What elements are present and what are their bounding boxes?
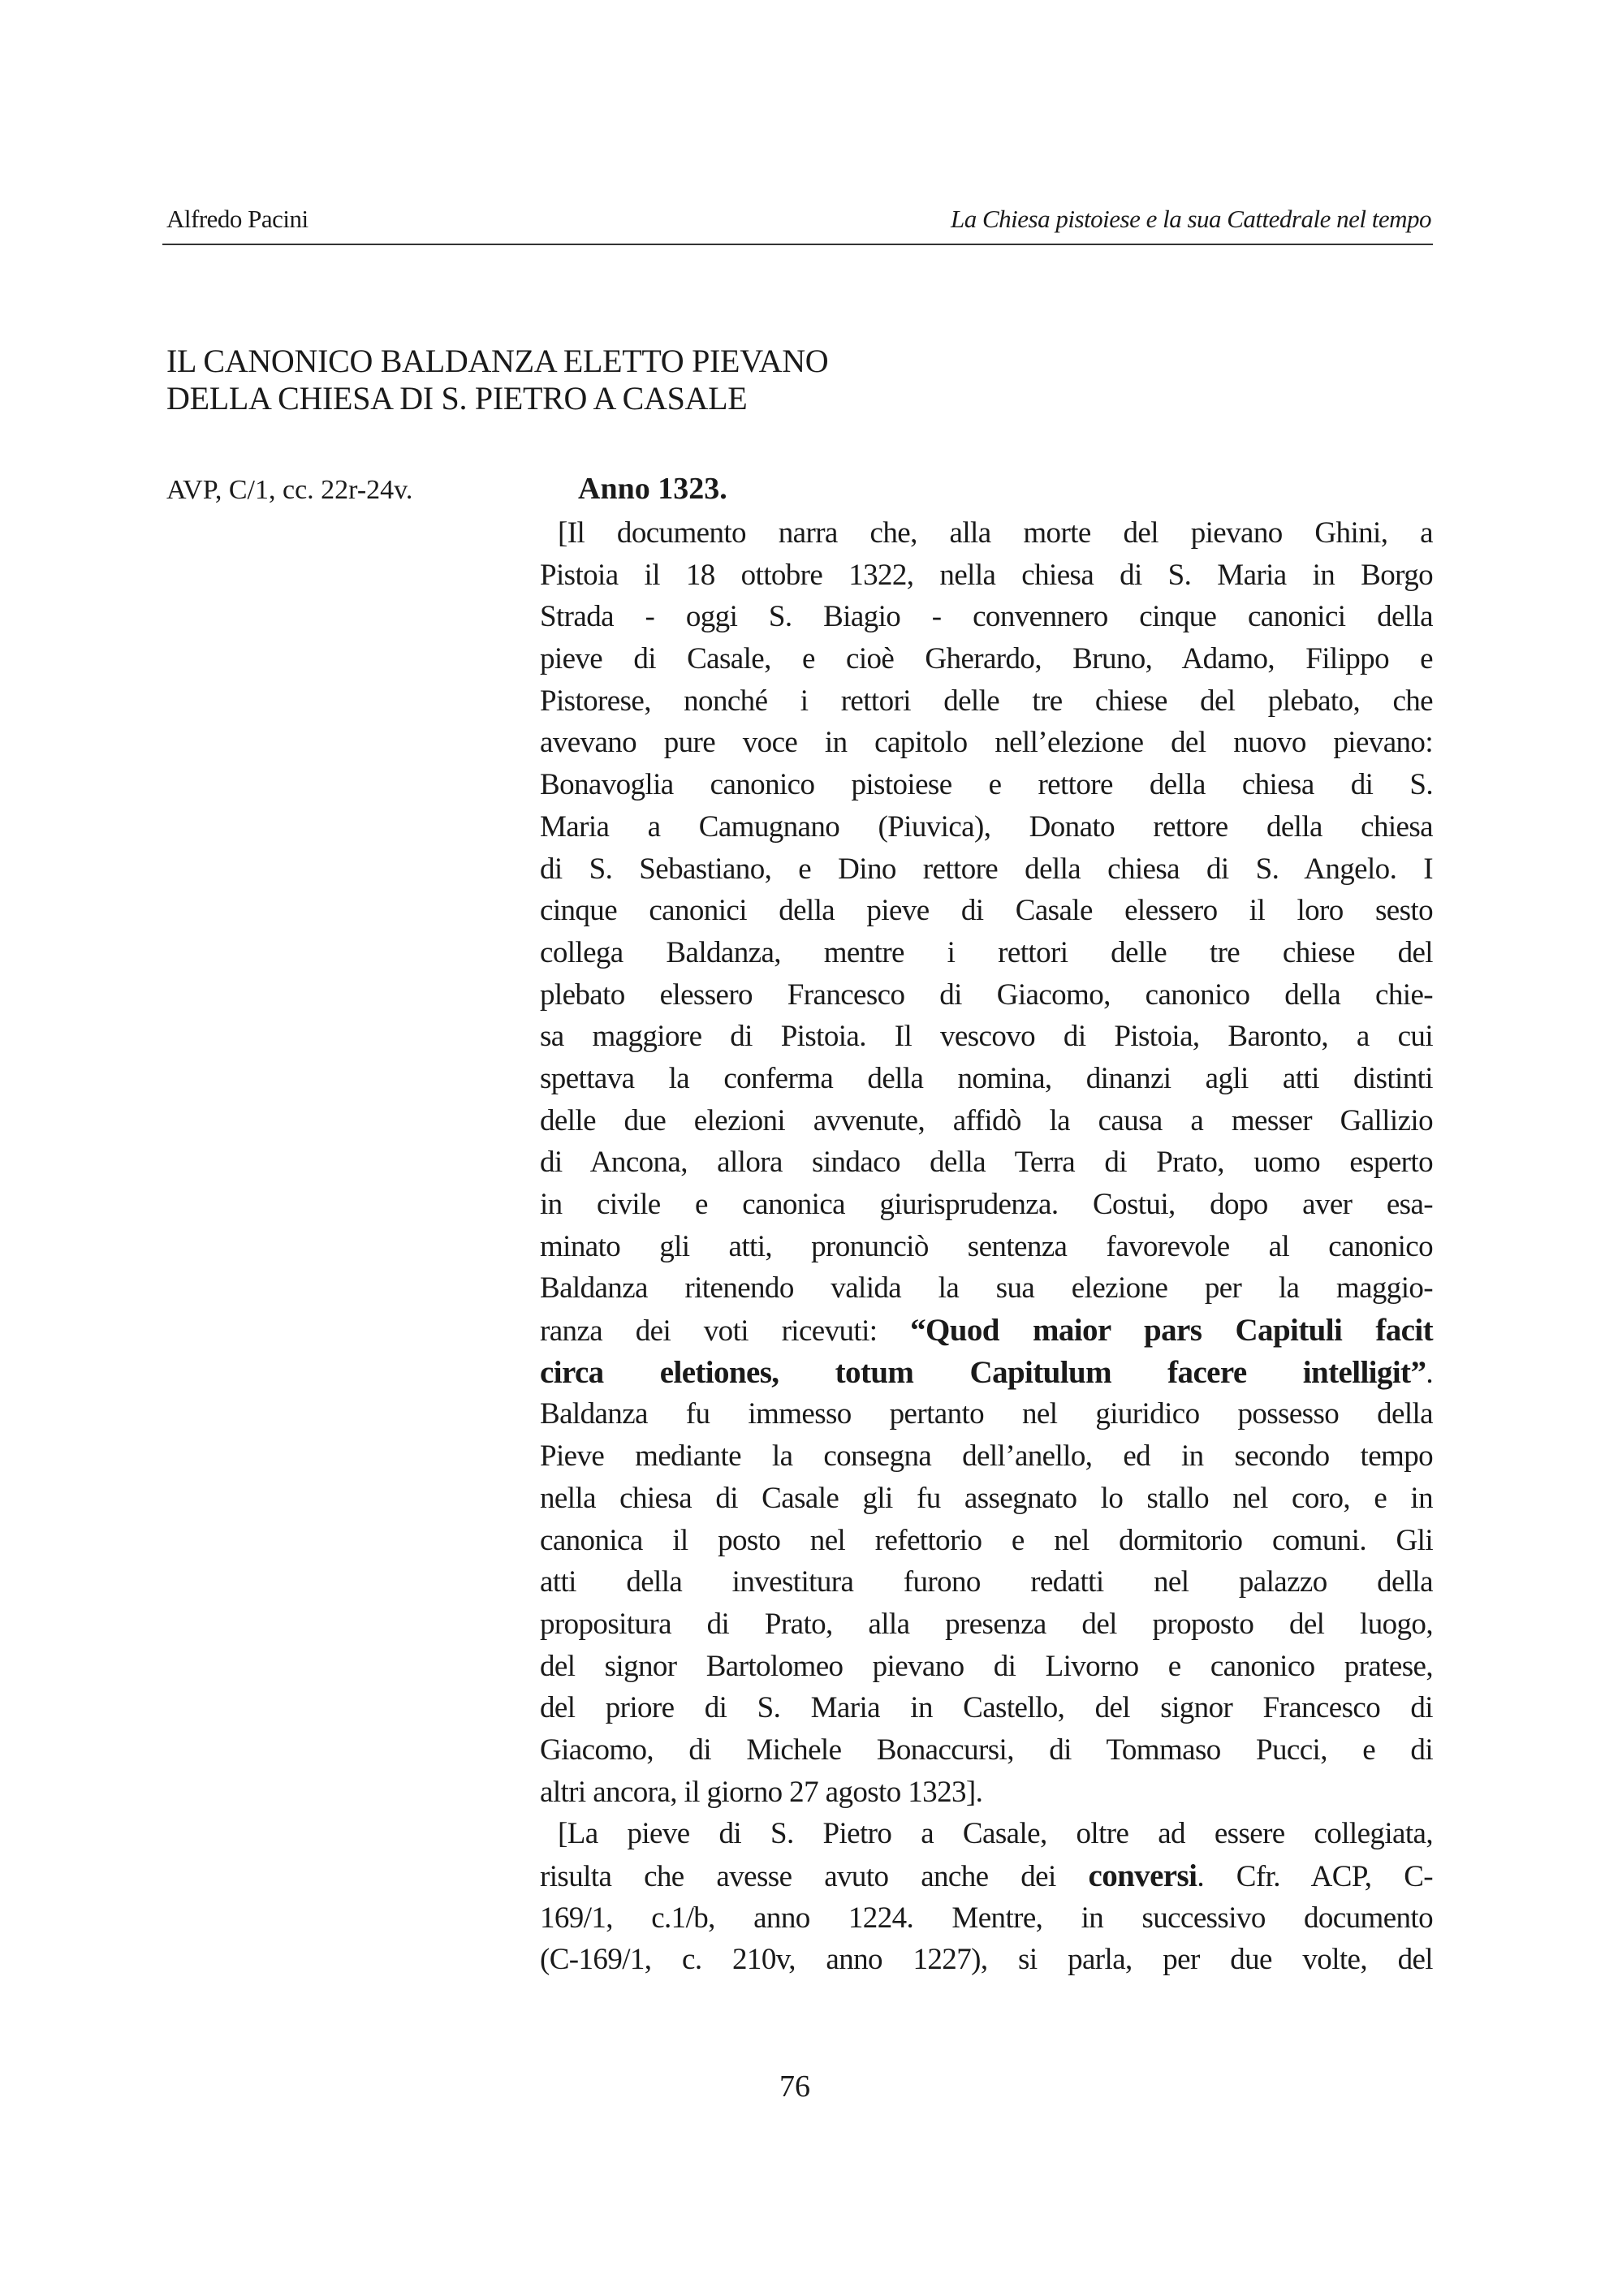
page-number: 76 xyxy=(779,2069,810,2104)
text-line xyxy=(540,1435,1433,1478)
text-segment: avevano pure voce in capitolo nell’elezione del nuovo pievano: xyxy=(540,726,1433,760)
text-line xyxy=(540,974,1433,1016)
text-segment: in civile e canonica giurisprudenza. Costui, dopo aver esa- xyxy=(540,1188,1433,1221)
text-line xyxy=(540,596,1433,638)
text-segment: 169/1, c.1/b, anno 1224. Mentre, in successivo documento xyxy=(540,1901,1433,1935)
archival-source: AVP, C/1, cc. 22r-24v. xyxy=(166,475,413,505)
text-segment: del signor Bartolomeo pievano di Livorno e canonico pratese, xyxy=(540,1649,1433,1683)
running-header-book-title: La Chiesa pistoiese e la sua Cattedrale nel tempo xyxy=(950,205,1431,233)
text-segment: di Ancona, allora sindaco della Terra di Prato, uomo esperto xyxy=(540,1146,1433,1180)
chapter-title-line: DELLA CHIESA DI S. PIETRO A CASALE xyxy=(166,380,748,416)
text-segment: ranza dei voti ricevuti: xyxy=(540,1314,911,1349)
text-segment: Bonavoglia canonico pistoiese e rettore della chiesa di S. xyxy=(540,768,1433,802)
text-segment: nella chiesa di Casale gli fu assegnato lo stallo nel coro, e in xyxy=(540,1481,1433,1515)
text-segment: spettava la conferma della nomina, dinanzi agli atti distinti xyxy=(540,1061,1433,1095)
text-line xyxy=(540,1855,1433,1897)
text-line xyxy=(540,1813,1433,1855)
text-segment: Pieve mediante la consegna dell’anello, ed in secondo tempo xyxy=(540,1439,1433,1474)
text-line xyxy=(540,1100,1433,1142)
text-segment: atti della investitura furono redatti nel palazzo della xyxy=(540,1565,1433,1599)
text-line xyxy=(540,1267,1433,1310)
text-segment: cinque canonici della pieve di Casale elessero il loro sesto xyxy=(540,894,1433,928)
text-line xyxy=(540,1646,1433,1688)
text-segment: [Il documento narra che, alla morte del pievano Ghini, a xyxy=(558,516,1433,550)
text-line xyxy=(540,638,1433,680)
bold-text: circa eletiones, totum Capitulum facere intelligit” xyxy=(540,1354,1426,1390)
text-segment: plebato elessero Francesco di Giacomo, canonico della chie- xyxy=(540,978,1433,1012)
text-line xyxy=(540,1058,1433,1100)
running-header-author: Alfredo Pacini xyxy=(166,205,308,233)
text-segment: di S. Sebastiano, e Dino rettore della chiesa di S. Angelo. I xyxy=(540,852,1433,886)
bold-text: conversi xyxy=(1088,1858,1197,1893)
text-line xyxy=(540,1142,1433,1184)
text-segment: (C-169/1, c. 210v, anno 1227), si parla, per due volte, del xyxy=(540,1943,1433,1977)
text-line xyxy=(540,1729,1433,1772)
text-segment: altri ancora, il giorno 27 agosto 1323]. xyxy=(540,1775,983,1809)
text-line xyxy=(540,1772,1433,1814)
text-line xyxy=(540,1016,1433,1058)
text-line xyxy=(540,1352,1433,1394)
text-segment: propositura di Prato, alla presenza del proposto del luogo, xyxy=(540,1607,1433,1641)
text-segment: Strada - oggi S. Biagio - convennero cinque canonici della xyxy=(540,600,1433,634)
text-segment: Baldanza fu immesso pertanto nel giuridico possesso della xyxy=(540,1397,1433,1431)
text-line xyxy=(540,1603,1433,1646)
text-segment: delle due elezioni avvenute, affidò la causa a messer Gallizio xyxy=(540,1103,1433,1137)
text-line xyxy=(540,1939,1433,1981)
text-segment: risulta che avesse avuto anche dei xyxy=(540,1860,1089,1893)
header-rule xyxy=(162,244,1433,245)
text-segment: Maria a Camugnano (Piuvica), Donato rettore della chiesa xyxy=(540,809,1433,844)
text-segment: collega Baldanza, mentre i rettori delle tre chiese del xyxy=(540,935,1433,969)
text-segment: canonica il posto nel refettorio e nel dormitorio comuni. Gli xyxy=(540,1523,1433,1557)
chapter-title xyxy=(166,343,828,417)
text-line xyxy=(540,932,1433,974)
text-line xyxy=(540,1520,1433,1562)
text-line xyxy=(540,680,1433,723)
text-line xyxy=(540,1478,1433,1520)
text-line xyxy=(540,555,1433,597)
text-segment: Pistoia il 18 ottobre 1322, nella chiesa di S. Maria in Borgo xyxy=(540,558,1433,592)
text-segment: minato gli atti, pronunciò sentenza favorevole al canonico xyxy=(540,1229,1433,1263)
text-line xyxy=(540,512,1433,555)
text-line xyxy=(540,764,1433,806)
text-segment: . Cfr. ACP, C- xyxy=(1197,1860,1433,1893)
text-line xyxy=(540,848,1433,891)
text-line xyxy=(540,722,1433,764)
text-line xyxy=(540,1226,1433,1268)
text-line xyxy=(540,806,1433,848)
text-segment: del priore di S. Maria in Castello, del signor Francesco di xyxy=(540,1691,1433,1725)
text-line xyxy=(540,1184,1433,1226)
text-line xyxy=(540,1897,1433,1940)
text-segment: sa maggiore di Pistoia. Il vescovo di Pistoia, Baronto, a cui xyxy=(540,1020,1433,1054)
text-line xyxy=(540,1687,1433,1729)
text-line xyxy=(540,1310,1433,1352)
text-segment: Baldanza ritenendo valida la sua elezione per la maggio- xyxy=(540,1271,1433,1306)
text-segment: Giacomo, di Michele Bonaccursi, di Tommaso Pucci, e di xyxy=(540,1733,1433,1767)
body-text xyxy=(540,512,1433,1981)
text-line xyxy=(540,1393,1433,1435)
text-segment: . xyxy=(1426,1356,1433,1390)
year-heading: Anno 1323. xyxy=(578,472,727,506)
text-segment: pieve di Casale, e cioè Gherardo, Bruno, Adamo, Filippo e xyxy=(540,642,1433,676)
text-line xyxy=(540,890,1433,932)
text-line xyxy=(540,1561,1433,1603)
text-segment: [La pieve di S. Pietro a Casale, oltre ad essere collegiata, xyxy=(558,1817,1433,1851)
bold-text: “Quod maior pars Capituli facit xyxy=(910,1313,1433,1349)
chapter-title-line: IL CANONICO BALDANZA ELETTO PIEVANO xyxy=(166,343,829,379)
text-segment: Pistorese, nonché i rettori delle tre chiese del plebato, che xyxy=(540,684,1433,718)
